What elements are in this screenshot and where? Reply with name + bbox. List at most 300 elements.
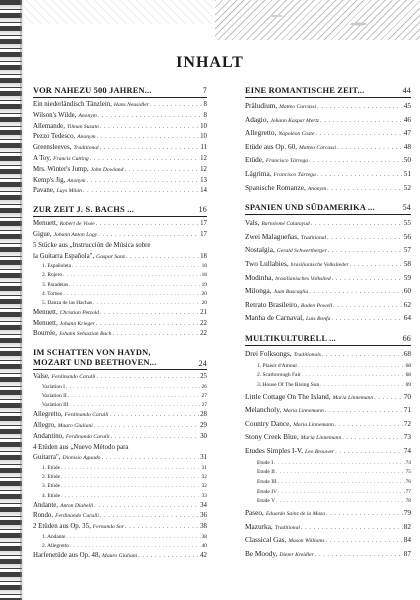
entry-page-number: 14 <box>200 187 207 195</box>
toc-subentry[interactable] <box>245 478 411 488</box>
section-heading <box>245 203 411 215</box>
entry-page-number: 12 <box>200 165 207 173</box>
toc-entry[interactable] <box>33 143 207 154</box>
entry-composer: Napoléon Coste <box>278 131 315 138</box>
entry-composer: Fernando Sor <box>92 524 125 531</box>
entry-composer: Mauro Giuliani <box>57 423 93 430</box>
entry-page-number: 58 <box>403 258 411 268</box>
entry-title: Be Moody, <box>245 548 278 558</box>
entry-title: Allegro, <box>33 422 56 430</box>
section-page-number: 24 <box>198 359 207 369</box>
dot-leader <box>337 142 403 155</box>
toc-subentry[interactable] <box>33 290 207 299</box>
dot-leader <box>69 282 201 290</box>
dot-leader <box>112 329 199 340</box>
dot-leader <box>315 549 403 562</box>
toc-entry[interactable] <box>245 418 411 432</box>
entry-composer: Christian Petzold <box>59 309 100 316</box>
toc-entry[interactable] <box>33 176 207 187</box>
entry-composer: Matteo Carcassi <box>279 104 317 110</box>
section-page-number: 54 <box>402 203 411 213</box>
toc-entry[interactable] <box>245 272 411 286</box>
dot-leader <box>325 405 403 418</box>
dot-leader <box>68 393 201 401</box>
dot-leader <box>61 493 201 501</box>
dot-leader <box>311 218 403 231</box>
dot-leader <box>61 474 201 482</box>
toc-section <box>33 86 207 197</box>
toc-subentry[interactable] <box>33 533 207 542</box>
entry-title: Variation II <box>42 393 67 400</box>
dot-leader <box>274 460 405 469</box>
entry-composer: Traditional <box>300 234 327 241</box>
entry-title: Ein niederländisch Tänzlein, <box>33 101 112 108</box>
dot-leader <box>317 101 403 114</box>
entry-page-number: 38 <box>201 534 207 541</box>
toc-subentry[interactable] <box>33 482 207 491</box>
entry-title: Vals, <box>245 218 260 228</box>
entry-title: Manha de Carnaval, <box>245 313 304 323</box>
dot-leader <box>350 259 403 272</box>
entry-page-number: 59 <box>403 272 411 282</box>
entry-title: Etude I <box>257 459 274 466</box>
dot-leader <box>328 245 403 258</box>
toc-entry[interactable] <box>245 431 411 445</box>
entry-title: Zwei Malagueñas, <box>245 231 299 241</box>
entry-title: Etüde, <box>245 155 264 165</box>
entry-title: Etudes Simples I-V, <box>245 445 304 455</box>
entry-composer: Francisco Tárrega <box>265 158 309 165</box>
entry-composer: Anonym <box>67 177 86 184</box>
toc-entry[interactable] <box>245 231 411 245</box>
entry-title: Two Lullabies, <box>245 258 289 268</box>
section-heading-text <box>33 205 134 215</box>
toc-entry[interactable] <box>33 329 207 340</box>
entry-page-number: 38 <box>200 523 207 531</box>
entry-composer: Traditional <box>274 524 300 531</box>
entry-page-number: 82 <box>403 521 411 531</box>
entry-page-number: 13 <box>200 176 207 184</box>
entry-page-number: 68 <box>405 362 411 369</box>
section-title: IM SCHATTEN VON HAYDN, <box>33 348 151 358</box>
entry-title: 2 Etüden aus Op. 35, <box>33 523 91 531</box>
dot-leader <box>70 543 201 551</box>
entry-title: 2. Scarborough Fair <box>257 372 301 379</box>
section-heading <box>245 86 411 98</box>
entry-title: 5 Stücke aus „Instrucción de Música sobre <box>33 241 151 249</box>
toc-entry[interactable] <box>33 501 207 512</box>
entry-page-number: 51 <box>403 168 411 178</box>
entry-page-number: 20 <box>201 290 207 297</box>
toc-entry[interactable] <box>33 230 207 241</box>
dot-leader <box>96 372 199 383</box>
entry-title: 3. Paradetas <box>42 281 69 288</box>
entry-title: Country Dance, <box>245 418 292 428</box>
dot-leader <box>126 252 199 263</box>
entry-title: Melancholy, <box>245 405 282 415</box>
entry-page-number: 17 <box>200 230 207 238</box>
entry-composer: Eduardo Sainz de la Maza <box>265 511 326 518</box>
dot-leader <box>87 176 200 187</box>
section-heading-text <box>245 203 375 213</box>
toc-entry[interactable] <box>245 548 411 562</box>
toc-entry[interactable] <box>245 521 411 535</box>
entry-page-number: 77 <box>405 488 411 495</box>
toc-entry[interactable] <box>33 132 207 143</box>
section-heading-text <box>33 86 152 96</box>
entry-page-number: 12 <box>200 154 207 162</box>
entry-page-number: 32 <box>201 474 207 481</box>
dot-leader <box>83 186 199 197</box>
entry-title: Nostalgia, <box>245 245 275 255</box>
dot-leader <box>94 421 199 432</box>
entry-composer: Gerald Schwertberger <box>276 248 327 255</box>
toc-subentry[interactable] <box>245 488 411 498</box>
entry-title: 1. Españoleta <box>42 263 72 270</box>
entry-title: Menuett, <box>33 308 58 316</box>
entry-title: Pezzo Tedesco, <box>33 133 76 141</box>
toc-subentry[interactable] <box>33 383 207 392</box>
entry-title: Variation III <box>42 402 69 409</box>
toc-entry[interactable] <box>245 258 411 272</box>
toc-entry[interactable] <box>245 100 411 114</box>
toc-entry[interactable] <box>33 511 207 522</box>
entry-composer: John Dowland <box>90 166 124 173</box>
toc-entry[interactable] <box>245 445 411 459</box>
entry-title: Wilson's Wilde, <box>33 111 77 119</box>
entry-title: Guitarra", <box>33 454 61 462</box>
dot-leader <box>111 432 200 443</box>
entry-page-number: 69 <box>405 381 411 388</box>
toc-entry[interactable] <box>33 421 207 432</box>
entry-composer: Anonym <box>307 185 327 192</box>
toc-entry[interactable] <box>245 244 411 258</box>
dot-leader <box>125 522 199 533</box>
toc-entry[interactable] <box>33 219 207 230</box>
dot-leader <box>278 479 405 488</box>
entry-title: 1. Etüde <box>42 465 60 472</box>
section-page-number: 16 <box>198 205 207 215</box>
toc-subentry[interactable] <box>33 542 207 551</box>
toc-entry[interactable] <box>245 312 411 326</box>
toc-entry[interactable] <box>245 348 411 362</box>
toc-entry[interactable] <box>33 410 207 421</box>
entry-composer: Traditionals <box>293 351 321 358</box>
entry-title: Bourrée, <box>33 330 57 338</box>
entry-page-number: 68 <box>405 372 411 379</box>
toc-entry[interactable] <box>33 100 207 111</box>
entry-page-number: 22 <box>200 319 207 327</box>
entry-title: Etüde aus Op. 60, <box>245 141 298 151</box>
toc-subentry[interactable] <box>33 281 207 290</box>
entry-page-number: 76 <box>405 478 411 485</box>
toc-subentry[interactable] <box>245 362 411 372</box>
dot-leader <box>97 132 200 143</box>
toc-subentry[interactable] <box>245 468 411 478</box>
entry-page-number: 84 <box>403 535 411 545</box>
section-heading <box>33 348 207 370</box>
dot-leader <box>317 169 403 182</box>
entry-composer: Johann Kaspar Mertz <box>270 117 320 124</box>
toc-entry[interactable] <box>33 319 207 330</box>
entry-page-number: 8 <box>203 111 207 119</box>
entry-composer: Ferdinando Carulli <box>65 433 110 440</box>
entry-title: Gigue, <box>33 230 52 238</box>
entry-title: 2. Etüde <box>42 474 60 481</box>
entry-composer: Juan Buscaglia <box>273 289 309 296</box>
entry-title: Pavane, <box>33 187 55 195</box>
dot-leader <box>124 165 199 176</box>
entry-page-number: 55 <box>403 218 411 228</box>
section-heading <box>33 86 207 98</box>
entry-title: Allegretto, <box>33 411 63 419</box>
entry-composer: Bartolomé Calatayud <box>261 221 310 228</box>
entry-title: Präludium, <box>245 101 278 110</box>
dot-leader <box>66 384 201 392</box>
entry-page-number: 72 <box>403 418 411 428</box>
toc-entry[interactable] <box>245 299 411 313</box>
toc-subentry[interactable] <box>33 262 207 271</box>
entry-page-number: 28 <box>200 411 207 419</box>
dot-leader <box>100 143 200 154</box>
entry-composer: Maria Linnemann <box>332 394 374 401</box>
entry-page-number: 62 <box>403 299 411 309</box>
dot-leader <box>298 363 404 372</box>
dot-leader <box>326 535 403 548</box>
toc-entry[interactable] <box>33 453 207 464</box>
entry-composer: Leo Brouwer <box>305 448 335 455</box>
entry-page-number: 31 <box>200 454 207 462</box>
entry-title: Mrs. Winter's Jump, <box>33 165 89 173</box>
toc-entry[interactable] <box>245 285 411 299</box>
entry-page-number: 20 <box>201 299 207 306</box>
entry-title: 3. Etüde <box>42 483 60 490</box>
entry-composer: Francis Cutting <box>53 155 89 162</box>
entry-page-number: 22 <box>200 330 207 338</box>
toc-entry[interactable] <box>33 308 207 319</box>
toc-entry[interactable] <box>33 432 207 443</box>
dot-leader <box>276 498 405 507</box>
dot-leader <box>333 300 403 313</box>
entry-composer: Luis Bonfa <box>305 316 331 323</box>
toc-entry[interactable] <box>33 154 207 165</box>
dot-leader <box>94 501 199 512</box>
dot-leader <box>320 115 403 128</box>
entry-title: Classical Gas, <box>245 535 287 545</box>
entry-page-number: 8 <box>203 101 207 108</box>
entry-title: Harfenetüde aus Op. 48, <box>33 552 101 560</box>
dot-leader <box>70 402 201 410</box>
entry-page-number: 79 <box>403 508 411 518</box>
toc-subentry[interactable] <box>245 371 411 381</box>
section-page-number: 44 <box>402 86 411 95</box>
entry-page-number: 56 <box>403 231 411 241</box>
toc-section <box>245 334 411 562</box>
dot-leader <box>335 446 402 459</box>
entry-page-number: 47 <box>403 128 411 138</box>
entry-page-number: 78 <box>405 498 411 505</box>
toc-entry[interactable] <box>33 165 207 176</box>
dot-leader <box>327 183 403 196</box>
toc-entry[interactable] <box>33 551 207 562</box>
entry-page-number: 26 <box>201 384 207 391</box>
entry-title: Paseo, <box>245 508 264 518</box>
entry-page-number: 70 <box>403 391 411 401</box>
toc-entry[interactable] <box>245 141 411 155</box>
entry-page-number: 60 <box>403 286 411 296</box>
entry-page-number: 31 <box>201 465 207 472</box>
section-title: MULTIKULTURELL ... <box>245 333 336 343</box>
dot-leader <box>332 273 403 286</box>
dot-leader <box>342 432 402 445</box>
toc-entry[interactable] <box>245 217 411 231</box>
toc-subentry[interactable] <box>33 271 207 280</box>
entry-page-number: 74 <box>403 445 411 455</box>
toc-entry[interactable] <box>245 391 411 405</box>
dot-leader <box>315 128 402 141</box>
entry-composer: Anonym <box>78 112 97 119</box>
toc-subentry[interactable] <box>245 459 411 469</box>
entry-title: 4. Etüde <box>42 492 60 499</box>
page-title: INHALT <box>176 54 244 71</box>
entry-composer: Ferdinando Carulli <box>55 513 99 520</box>
dot-leader <box>278 489 405 498</box>
toc-entry[interactable] <box>33 443 207 454</box>
dot-leader <box>109 410 199 421</box>
entry-page-number: 27 <box>201 393 207 400</box>
entry-page-number: 71 <box>403 405 411 415</box>
entry-page-number: 73 <box>403 432 411 442</box>
dot-leader <box>61 483 201 491</box>
toc-subentry[interactable] <box>33 492 207 501</box>
dot-leader <box>61 465 201 473</box>
toc-section <box>33 348 207 562</box>
toc-entry[interactable] <box>245 404 411 418</box>
entry-title: Etude III <box>257 478 277 485</box>
entry-composer: Ferdinando Carulli <box>64 412 109 419</box>
dot-leader <box>63 272 201 280</box>
dot-leader <box>98 230 199 241</box>
toc-entry[interactable] <box>33 186 207 197</box>
entry-title: Menuett, <box>33 220 58 228</box>
entry-composer: brasilianisches Volkslied <box>275 275 331 282</box>
entry-page-number: 10 <box>200 133 207 141</box>
dot-leader <box>150 100 203 111</box>
entry-composer: Gaspar Sanz <box>96 253 125 260</box>
entry-page-number: 87 <box>403 548 411 558</box>
section-heading <box>33 205 207 217</box>
section-heading-text <box>33 348 157 368</box>
toc-entry[interactable] <box>33 122 207 133</box>
dot-leader <box>309 155 403 168</box>
entry-title: Stony Creek Blue, <box>245 432 299 442</box>
entry-title: 4 Etüden aus „Nuevo Método para <box>33 443 129 451</box>
entry-page-number: 19 <box>201 281 207 288</box>
toc-subentry[interactable] <box>33 392 207 401</box>
section-title-line2: MOZART UND BEETHOVEN... <box>33 358 157 368</box>
toc-entry[interactable] <box>245 507 411 521</box>
entry-composer: Johann Anton Logy <box>53 231 98 238</box>
entry-title: A Toy, <box>33 154 52 162</box>
entry-title: 2. Rujero <box>42 272 63 279</box>
entry-composer: Maria Linnemann <box>283 408 324 415</box>
toc-entry[interactable] <box>245 127 411 141</box>
toc-subentry[interactable] <box>33 299 207 308</box>
toc-entry[interactable] <box>33 522 207 533</box>
entry-title: 3. House Of The Rising Sun <box>257 381 320 388</box>
entry-title: Modinha, <box>245 272 274 282</box>
section-page-number: 66 <box>402 333 411 343</box>
entry-title: 4. Torneo <box>42 290 63 297</box>
toc-entry[interactable] <box>33 252 207 263</box>
toc-subentry[interactable] <box>245 381 411 391</box>
entry-page-number: 64 <box>403 313 411 323</box>
dot-leader <box>98 111 203 122</box>
entry-title: Mazurka, <box>245 521 273 531</box>
entry-title: Little Cottage On The Island, <box>245 391 331 401</box>
toc-entry[interactable] <box>245 182 411 196</box>
toc-subentry[interactable] <box>33 464 207 473</box>
entry-composer: Traditional <box>73 145 99 152</box>
toc-entry[interactable] <box>33 372 207 383</box>
entry-page-number: 29 <box>200 422 207 430</box>
dot-leader <box>322 349 403 362</box>
toc-entry[interactable] <box>245 168 411 182</box>
toc-entry[interactable] <box>33 241 207 252</box>
entry-title: Adagio, <box>245 114 269 124</box>
toc-subentry[interactable] <box>33 473 207 482</box>
entry-page-number: 11 <box>200 144 207 152</box>
decorative-illustration <box>215 0 420 40</box>
toc-entry[interactable] <box>245 114 411 128</box>
entry-title: Allemande, <box>33 122 65 130</box>
dot-leader <box>66 534 200 542</box>
dot-leader <box>309 286 402 299</box>
entry-title: Menuett, <box>33 319 58 327</box>
section-title: VOR NAHEZU 500 JAHREN... <box>33 86 152 95</box>
decorative-border <box>24 0 214 24</box>
toc-entry[interactable] <box>245 154 411 168</box>
entry-page-number: 52 <box>403 182 411 192</box>
entry-title: Retrato Brasileiro, <box>245 299 299 309</box>
entry-composer: brasilianische Volkslieder <box>290 261 349 268</box>
entry-title: Etude IV <box>257 488 278 495</box>
toc-right-column <box>245 86 411 569</box>
toc-subentry[interactable] <box>33 401 207 410</box>
section-title: EINE ROMANTISCHE ZEIT... <box>245 86 365 95</box>
toc-entry[interactable] <box>33 111 207 122</box>
entry-page-number: 21 <box>200 308 207 316</box>
dot-leader <box>327 232 403 245</box>
entry-title: Valse, <box>33 373 50 381</box>
entry-page-number: 46 <box>403 114 411 124</box>
dot-leader <box>93 300 200 308</box>
toc-section <box>245 86 411 195</box>
section-title: SPANIEN UND SÜDAMERIKA ... <box>245 203 375 213</box>
dot-leader <box>335 419 403 432</box>
dot-leader <box>326 508 403 521</box>
entry-composer: Tilman Susato <box>66 123 99 130</box>
dot-leader <box>320 382 404 391</box>
entry-composer: Dieter Kreidler <box>279 551 314 558</box>
entry-composer: Maria Linnemann <box>300 435 342 442</box>
entry-page-number: 74 <box>405 459 411 466</box>
toc-subentry[interactable] <box>245 497 411 507</box>
dot-leader <box>276 469 405 478</box>
toc-entry[interactable] <box>245 534 411 548</box>
entry-title: 5. Danza de las Hachas <box>42 299 93 306</box>
dot-leader <box>374 392 403 405</box>
